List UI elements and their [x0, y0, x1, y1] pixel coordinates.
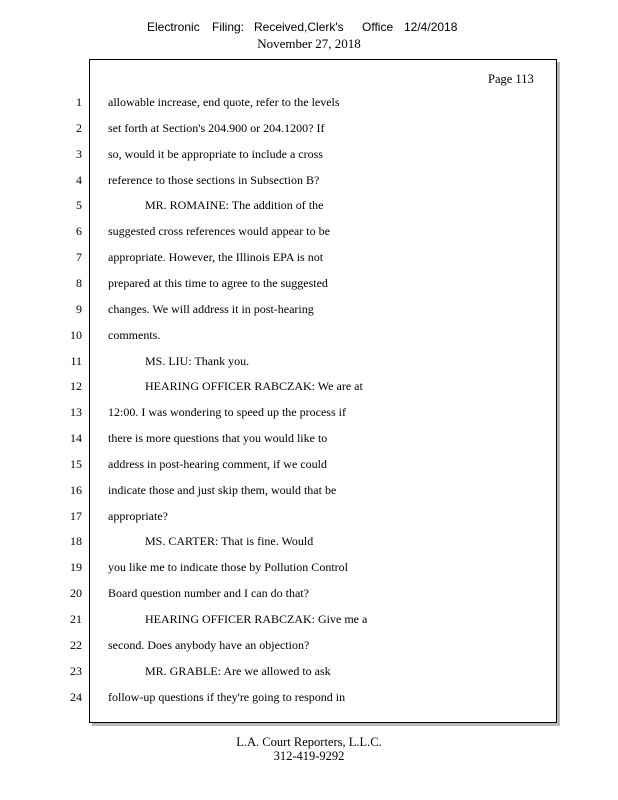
- page-number: Page 113: [488, 72, 534, 86]
- transcript-line: so, would it be appropriate to include a cross: [108, 147, 323, 161]
- line-number: 14: [70, 431, 82, 445]
- transcript-line: indicate those and just skip them, would that be: [108, 483, 337, 497]
- line-number: 3: [76, 147, 82, 161]
- transcript-line: address in post-hearing comment, if we could: [108, 457, 327, 471]
- stamp-word-electronic: Electronic: [147, 20, 200, 34]
- line-number: 7: [76, 250, 82, 264]
- transcript-line: reference to those sections in Subsection B?: [108, 173, 320, 187]
- transcript-line: MS. LIU: Thank you.: [145, 354, 250, 368]
- stamp-date: 12/4/2018: [404, 20, 458, 34]
- transcript-line: changes. We will address it in post-hearing: [108, 302, 314, 316]
- line-number: 15: [70, 457, 82, 471]
- transcript-line: prepared at this time to agree to the suggested: [108, 276, 328, 290]
- transcript-line: 12:00. I was wondering to speed up the process if: [108, 405, 346, 419]
- stamp-word-received-clerks: Received,Clerk's: [254, 20, 344, 34]
- transcript-line: allowable increase, end quote, refer to the levels: [108, 95, 340, 109]
- line-number: 6: [76, 224, 82, 238]
- transcript-line: HEARING OFFICER RABCZAK: We are at: [145, 379, 363, 393]
- transcript-line: there is more questions that you would like to: [108, 431, 328, 445]
- line-number: 9: [76, 302, 82, 316]
- transcript-line: Board question number and I can do that?: [108, 586, 309, 600]
- transcript-line: follow-up questions if they're going to respond in: [108, 690, 346, 704]
- stamp-word-office: Office: [362, 20, 394, 34]
- stamp-word-filing: Filing:: [212, 20, 245, 34]
- line-number: 22: [70, 638, 82, 652]
- line-number: 12: [70, 379, 82, 393]
- line-number: 1: [76, 95, 82, 109]
- line-number: 16: [70, 483, 82, 497]
- line-number: 21: [70, 612, 82, 626]
- filing-stamp: [0, 20, 618, 34]
- transcript-line: MR. GRABLE: Are we allowed to ask: [145, 664, 331, 678]
- line-number: 19: [70, 560, 82, 574]
- line-number: 4: [76, 173, 82, 187]
- transcript-line: set forth at Section's 204.900 or 204.1200? If: [108, 121, 325, 135]
- hearing-date: November 27, 2018: [257, 36, 361, 51]
- transcript-line: you like me to indicate those by Pollution Control: [108, 560, 348, 574]
- line-number: 24: [70, 690, 82, 704]
- line-number: 13: [70, 405, 82, 419]
- footer-phone: 312-419-9292: [273, 749, 345, 763]
- transcript-line: MS. CARTER: That is fine. Would: [145, 534, 314, 548]
- transcript-line: HEARING OFFICER RABCZAK: Give me a: [145, 612, 368, 626]
- line-number: 5: [76, 198, 82, 212]
- transcript-line: MR. ROMAINE: The addition of the: [145, 198, 324, 212]
- line-number: 18: [70, 534, 82, 548]
- line-number: 10: [70, 328, 82, 342]
- footer-company: L.A. Court Reporters, L.L.C.: [236, 735, 382, 749]
- transcript-line: appropriate. However, the Illinois EPA is not: [108, 250, 324, 264]
- line-number: 17: [70, 509, 82, 523]
- transcript-line: suggested cross references would appear to be: [108, 224, 330, 238]
- line-number: 20: [70, 586, 82, 600]
- line-number: 11: [70, 354, 82, 368]
- line-number: 23: [70, 664, 82, 678]
- transcript-line: second. Does anybody have an objection?: [108, 638, 310, 652]
- transcript-line: comments.: [108, 328, 161, 342]
- line-number: 2: [76, 121, 82, 135]
- transcript-line: appropriate?: [108, 509, 168, 523]
- line-number: 8: [76, 276, 82, 290]
